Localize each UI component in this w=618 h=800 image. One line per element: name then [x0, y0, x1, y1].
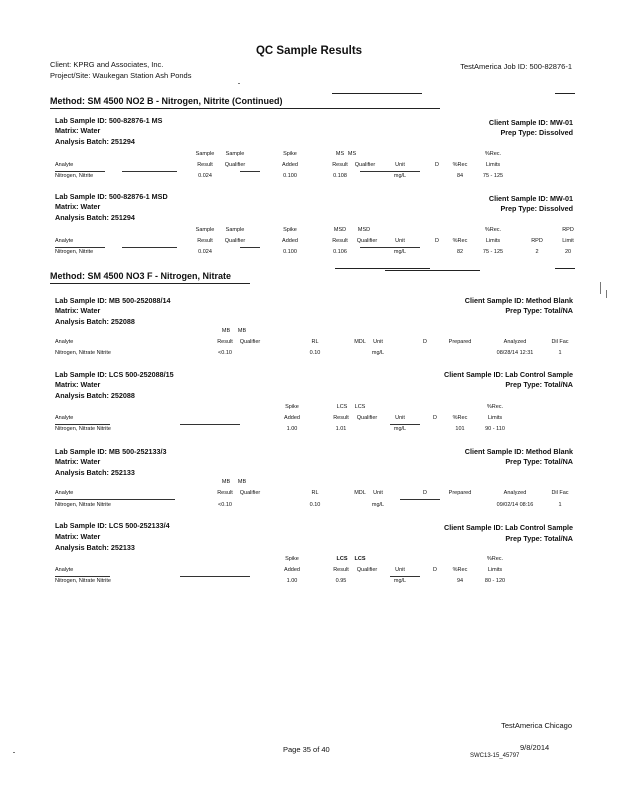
rule	[240, 247, 260, 248]
lcs-result: 1.01	[335, 426, 347, 432]
col-header: D	[435, 238, 439, 244]
col-header: %Rec.	[484, 227, 502, 233]
pct-rec: 82	[456, 249, 464, 255]
mb-result: <0.10	[218, 502, 232, 508]
col-header: LCS	[354, 556, 366, 562]
scan-speck	[238, 83, 240, 84]
rl: 0.10	[309, 502, 321, 508]
unit: mg/L	[393, 426, 407, 432]
col-header: Prepared	[448, 339, 472, 345]
col-header: %Rec	[452, 162, 468, 168]
col-header: Spike	[285, 404, 299, 410]
rec-limits: 80 - 120	[484, 578, 506, 584]
col-header: Spike	[283, 227, 297, 233]
analysis-batch: Analysis Batch: 251294	[55, 137, 135, 146]
table-row-analyte: Nitrogen, Nitrate Nitrite	[55, 350, 111, 356]
col-header: Result	[333, 415, 349, 421]
col-header: Qualifier	[356, 238, 378, 244]
matrix: Matrix: Water	[55, 457, 101, 466]
col-header: Result	[332, 162, 348, 168]
rl: 0.10	[309, 350, 321, 356]
prep-type: Prep Type: Total/NA	[505, 306, 573, 315]
table-row-analyte: Nitrogen, Nitrite	[55, 173, 94, 179]
col-header: MB	[221, 479, 231, 485]
rule	[122, 247, 177, 248]
method-underline	[50, 108, 440, 109]
method-nitrite-heading: Method: SM 4500 NO2 B - Nitrogen, Nitrite (Continued)	[50, 96, 283, 106]
client-sample-id: Client Sample ID: Lab Control Sample	[444, 523, 573, 532]
prep-type: Prep Type: Dissolved	[500, 128, 573, 137]
client-name: Client: KPRG and Associates, Inc.	[50, 60, 164, 69]
sample-result: 0.024	[198, 249, 212, 255]
rule	[55, 171, 105, 172]
unit: mg/L	[393, 173, 407, 179]
col-header: Result	[217, 339, 233, 345]
job-id: TestAmerica Job ID: 500-82876-1	[460, 62, 572, 71]
rule	[360, 171, 420, 172]
col-header: LCS	[354, 404, 366, 410]
col-header: Analyte	[55, 415, 74, 421]
client-sample-id: Client Sample ID: MW-01	[488, 194, 573, 203]
col-header: Limits	[485, 162, 501, 168]
scan-speck	[600, 282, 601, 294]
col-header: Analyte	[55, 339, 74, 345]
report-date: 9/8/2014	[520, 743, 550, 752]
col-header: RPD	[531, 238, 543, 244]
lab-sample-id: Lab Sample ID: LCS 500-252133/4	[55, 521, 170, 530]
table-row-analyte: Nitrogen, Nitrite	[55, 249, 94, 255]
unit: mg/L	[371, 502, 385, 508]
col-header: Analyte	[55, 490, 74, 496]
col-header: D	[433, 567, 437, 573]
col-header: D	[433, 415, 437, 421]
col-header: RL	[311, 490, 319, 496]
col-header: Unit	[373, 490, 383, 496]
lab-name: TestAmerica Chicago	[501, 721, 572, 730]
col-header: Qualifier	[224, 162, 246, 168]
col-header: Dil Fac	[551, 490, 569, 496]
col-header: Added	[284, 567, 300, 573]
rule	[390, 424, 420, 425]
page-title: QC Sample Results	[255, 45, 363, 57]
col-header: Unit	[395, 162, 405, 168]
sample-result: 0.024	[198, 173, 212, 179]
col-header: Limit	[562, 238, 574, 244]
rule	[122, 171, 177, 172]
rule	[180, 576, 250, 577]
col-header: RL	[311, 339, 319, 345]
col-header: Added	[282, 238, 298, 244]
col-header: Dil Fac	[551, 339, 569, 345]
col-header: Unit	[373, 339, 383, 345]
col-header: MS	[347, 151, 357, 157]
col-header: MDL	[354, 339, 366, 345]
unit: mg/L	[393, 249, 407, 255]
col-header: Limits	[487, 415, 503, 421]
matrix: Matrix: Water	[55, 306, 101, 315]
analysis-batch: Analysis Batch: 251294	[55, 213, 135, 222]
analysis-batch: Analysis Batch: 252133	[55, 468, 135, 477]
scan-speck	[606, 290, 607, 298]
col-header: Qualifier	[239, 339, 261, 345]
prep-type: Prep Type: Total/NA	[505, 380, 573, 389]
client-sample-id: Client Sample ID: Method Blank	[464, 447, 573, 456]
table-row-analyte: Nitrogen, Nitrate Nitrite	[55, 426, 111, 432]
col-header: Qualifier	[356, 415, 378, 421]
pct-rec: 94	[456, 578, 464, 584]
spike-added: 1.00	[286, 426, 298, 432]
col-header: D	[435, 162, 439, 168]
col-header: Unit	[395, 238, 405, 244]
spike-added: 1.00	[286, 578, 298, 584]
col-header: Qualifier	[224, 238, 246, 244]
col-header: MB	[237, 479, 247, 485]
col-header: %Rec.	[486, 404, 504, 410]
col-header: Qualifier	[239, 490, 261, 496]
col-header: Analyte	[55, 162, 74, 168]
col-header: Sample	[195, 151, 215, 157]
pct-rec: 101	[455, 426, 465, 432]
rule	[240, 171, 260, 172]
rule	[55, 247, 105, 248]
divider	[555, 268, 575, 269]
client-sample-id: Client Sample ID: Lab Control Sample	[444, 370, 573, 379]
lab-sample-id: Lab Sample ID: 500-82876-1 MSD	[55, 192, 168, 201]
col-header: %Rec	[452, 238, 468, 244]
col-header: Sample	[195, 227, 215, 233]
analyzed: 08/28/14 12:31	[496, 350, 534, 356]
col-header: %Rec	[452, 415, 468, 421]
col-header: Added	[282, 162, 298, 168]
rule	[360, 247, 420, 248]
col-header: Limits	[487, 567, 503, 573]
matrix: Matrix: Water	[55, 532, 101, 541]
spike-added: 0.100	[283, 173, 297, 179]
col-header: Result	[333, 567, 349, 573]
col-header: Spike	[283, 151, 297, 157]
rpd: 2	[535, 249, 539, 255]
divider	[332, 93, 422, 94]
unit: mg/L	[393, 578, 407, 584]
rpd-limit: 20	[564, 249, 572, 255]
analysis-batch: Analysis Batch: 252088	[55, 317, 135, 326]
analysis-batch: Analysis Batch: 252088	[55, 391, 135, 400]
col-header: Analyzed	[503, 490, 527, 496]
col-header: LCS	[336, 556, 348, 562]
spike-added: 0.100	[283, 249, 297, 255]
client-sample-id: Client Sample ID: MW-01	[488, 118, 573, 127]
divider	[335, 268, 430, 269]
col-header: MSD	[357, 227, 371, 233]
rec-limits: 90 - 110	[485, 426, 505, 432]
method-nitrate-heading: Method: SM 4500 NO3 F - Nitrogen, Nitrate	[50, 271, 232, 281]
col-header: Result	[217, 490, 233, 496]
page-number: Page 35 of 40	[283, 745, 330, 754]
col-header: LCS	[336, 404, 348, 410]
rule	[55, 499, 175, 500]
col-header: Sample	[225, 151, 245, 157]
lcs-result: 0.95	[335, 578, 347, 584]
col-header: Analyzed	[503, 339, 527, 345]
col-header: Analyte	[55, 567, 74, 573]
scan-speck	[13, 752, 15, 753]
prep-type: Prep Type: Total/NA	[505, 534, 573, 543]
col-header: Qualifier	[354, 162, 376, 168]
divider	[385, 270, 480, 271]
divider	[555, 93, 575, 94]
col-header: Analyte	[55, 238, 74, 244]
matrix: Matrix: Water	[55, 126, 101, 135]
rule	[400, 499, 440, 500]
unit: mg/L	[371, 350, 385, 356]
rec-limits: 75 - 125	[482, 249, 504, 255]
rule	[55, 576, 110, 577]
col-header: Sample	[225, 227, 245, 233]
table-row-analyte: Nitrogen, Nitrate Nitrite	[55, 502, 111, 508]
prep-type: Prep Type: Total/NA	[505, 457, 573, 466]
col-header: Result	[197, 238, 213, 244]
col-header: RPD	[562, 227, 574, 233]
col-header: %Rec	[452, 567, 468, 573]
method-underline	[50, 283, 250, 284]
col-header: MB	[221, 328, 231, 334]
col-header: %Rec.	[486, 556, 504, 562]
rec-limits: 75 - 125	[482, 173, 504, 179]
col-header: Added	[284, 415, 300, 421]
dil-fac: 1	[558, 502, 562, 508]
lab-sample-id: Lab Sample ID: MB 500-252133/3	[55, 447, 167, 456]
col-header: Limits	[485, 238, 501, 244]
prep-type: Prep Type: Dissolved	[500, 204, 573, 213]
ms-result: 0.108	[333, 173, 347, 179]
col-header: %Rec.	[484, 151, 502, 157]
rule	[390, 576, 420, 577]
dil-fac: 1	[558, 350, 562, 356]
table-row-analyte: Nitrogen, Nitrate Nitrite	[55, 578, 111, 584]
col-header: D	[423, 490, 427, 496]
col-header: MB	[237, 328, 247, 334]
col-header: MS	[335, 151, 345, 157]
client-sample-id: Client Sample ID: Method Blank	[464, 296, 573, 305]
msd-result: 0.106	[333, 249, 347, 255]
matrix: Matrix: Water	[55, 380, 101, 389]
lab-sample-id: Lab Sample ID: 500-82876-1 MS	[55, 116, 163, 125]
lab-sample-id: Lab Sample ID: MB 500-252088/14	[55, 296, 171, 305]
col-header: Result	[197, 162, 213, 168]
col-header: MDL	[354, 490, 366, 496]
col-header: Unit	[395, 567, 405, 573]
rule	[180, 424, 240, 425]
mb-result: <0.10	[218, 350, 232, 356]
pct-rec: 84	[456, 173, 464, 179]
col-header: Prepared	[448, 490, 472, 496]
project-site: Project/Site: Waukegan Station Ash Ponds	[50, 71, 192, 80]
analyzed: 09/02/14 08:16	[496, 502, 534, 508]
col-header: MSD	[333, 227, 347, 233]
col-header: Unit	[395, 415, 405, 421]
analysis-batch: Analysis Batch: 252133	[55, 543, 135, 552]
col-header: D	[423, 339, 427, 345]
col-header: Qualifier	[356, 567, 378, 573]
matrix: Matrix: Water	[55, 202, 101, 211]
rule	[55, 424, 110, 425]
doc-stamp: SWC13-15_45797	[470, 753, 520, 759]
lab-sample-id: Lab Sample ID: LCS 500-252088/15	[55, 370, 174, 379]
col-header: Spike	[285, 556, 299, 562]
col-header: Result	[332, 238, 348, 244]
